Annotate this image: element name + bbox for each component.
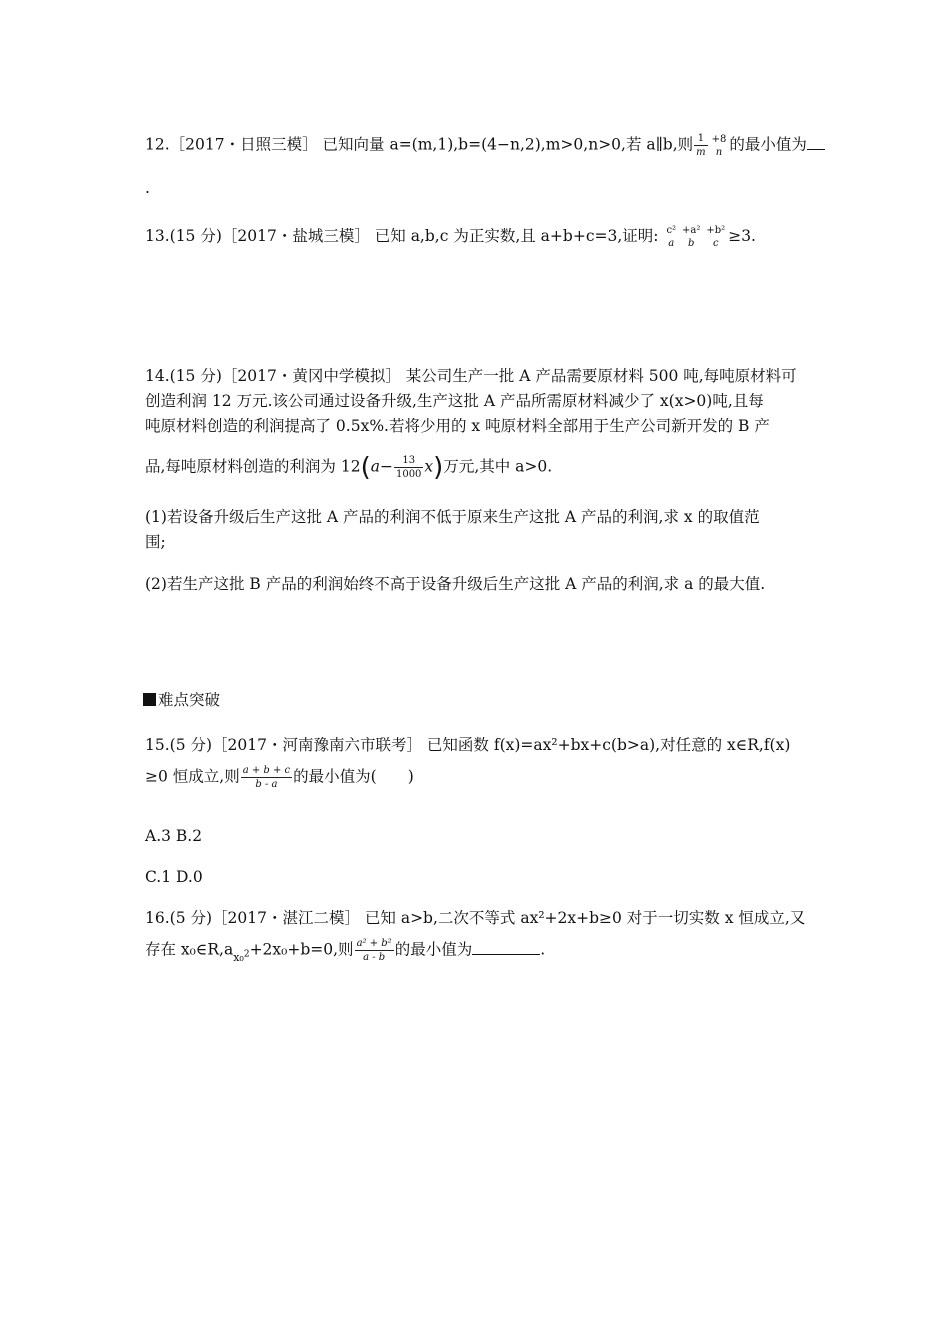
section-title: 难点突破 [158,691,221,709]
q14-left-paren: ( [360,452,371,483]
q16-line2-post: 的最小值为 [394,940,473,959]
q15-options-cd: C.1 D.0 [145,868,203,886]
q13-text: 13.(15 分)［2017・盐城三模］ 已知 a,b,c 为正实数,且 a+b+c=3,证明: [145,227,659,245]
q12-fraction-1-over-m: $\frac{1}{m}$ [696,133,706,158]
q13-fraction-b2-over-c: +b² c [706,225,726,249]
q14-line3: 吨原材料创造的利润提高了 0.5x%.若将少用的 x 吨原材料全部用于生产公司新开发的 B 产 [145,417,770,435]
q14-part1-line1: (1)若设备升级后生产这批 A 产品的利润不低于原来生产这批 A 产品的利润,求 x 的取值范 [145,508,760,526]
q12-tail: 的最小值为 [729,135,807,154]
q14-fraction-13-over-1000: $\frac{13}{1000}$ [395,455,422,480]
q14-line2: 创造利润 12 万元.该公司通过设备升级,生产这批 A 产品所需原材料减少了 x(x>0)吨,且每 [145,392,764,410]
q14-part1-line2: 围; [145,533,166,551]
q15-line2 [145,764,414,791]
q13-tail: ≥3. [728,227,756,245]
black-square-icon [143,693,156,706]
q15-fraction: $\frac{a + b + c}{b - a}$ [242,765,291,790]
section-header [143,690,220,710]
q12-fraction-8-over-n: +8 n [711,133,727,158]
q16-end: . [540,940,546,959]
q14-line4 [145,454,552,481]
q15-line2-post: 的最小值为( ) [293,767,414,786]
q12-line1 [145,132,825,159]
q16-x0-sub: x₀2 [233,948,250,964]
q14-x: x [424,457,434,476]
q16-line1: 16.(5 分)［2017・湛江二模］ 已知 a>b,二次不等式 ax²+2x+b≥0 对于一切实数 x 恒成立,又 [145,909,806,927]
q14-line4-post: 万元,其中 a>0. [443,457,553,476]
q16-fraction: $\frac{\text{a² + b²}}{a - b}$ [356,938,392,963]
q14-line1: 14.(15 分)［2017・黄冈中学模拟］ 某公司生产一批 A 产品需要原材料 500 吨,每吨原材料可 [145,367,797,385]
q14-part2: (2)若生产这批 B 产品的利润始终不高于设备升级后生产这批 A 产品的利润,求 a 的最大值. [145,575,766,593]
q15-line2-pre: ≥0 恒成立,则 [145,767,240,786]
q14-a-minus: a− [370,457,393,476]
q16-line2-pre: 存在 x₀∈R,a [145,940,234,959]
q13-fraction-a2-over-b: +a² b [682,225,701,249]
q16-line2 [145,937,545,968]
q13-line [145,224,756,250]
q12-answer-blank [807,135,825,150]
q16-answer-blank [472,940,540,955]
q16-line2-mid: +2x₀+b=0,则 [249,940,354,959]
q15-options-ab: A.3 B.2 [145,827,203,845]
q13-fraction-c2-over-a: c² a [666,225,677,249]
q12-text: 12.［2017・日照三模］ 已知向量 a=(m,1),b=(4−n,2),m>0,n>0,若 a∥b,则 [145,135,694,154]
q12-line2: . [145,179,150,197]
q15-line1: 15.(5 分)［2017・河南豫南六市联考］ 已知函数 f(x)=ax²+bx+c(b>a),对任意的 x∈R,f(x) [145,736,791,754]
q14-line4-pre: 品,每吨原材料创造的利润为 12 [145,457,361,476]
q14-right-paren: ) [433,452,444,483]
